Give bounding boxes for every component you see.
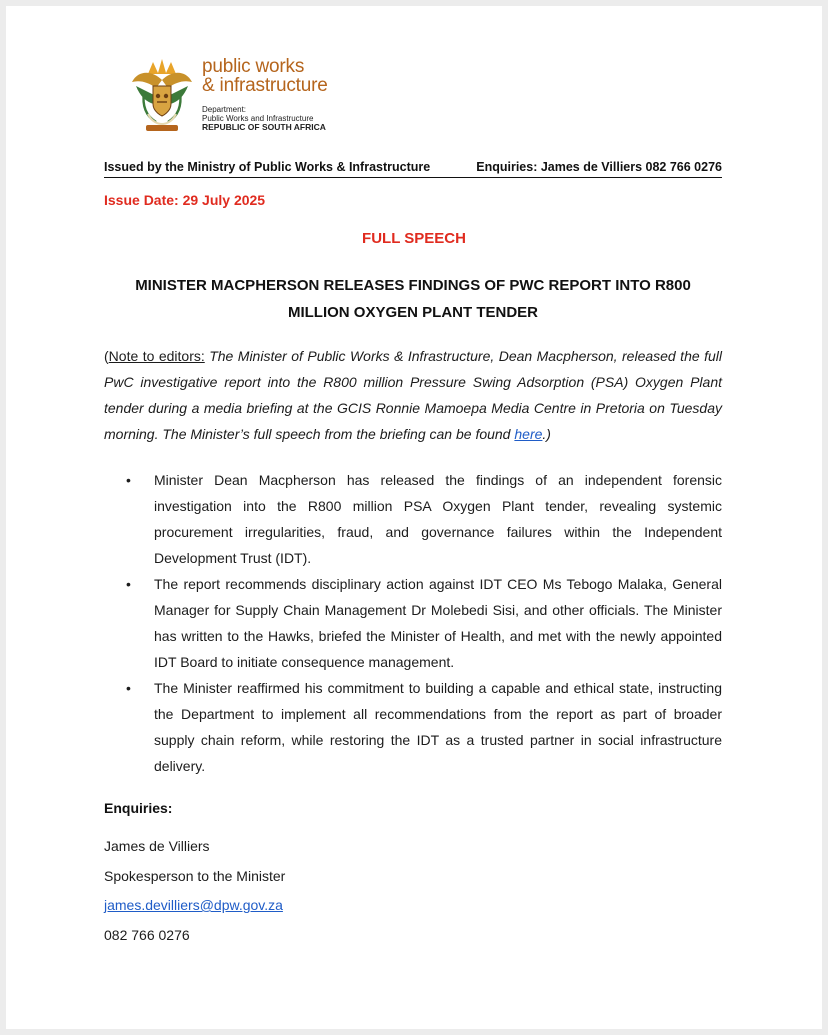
document-page xyxy=(6,6,822,1029)
logo-sub-line1: Department: xyxy=(202,105,247,114)
issued-bar xyxy=(104,160,722,178)
enquiries-heading: Enquiries: xyxy=(104,800,173,816)
contact-phone: 082 766 0276 xyxy=(104,927,190,943)
bullet-item xyxy=(104,467,722,571)
editor-note xyxy=(104,343,722,447)
coat-of-arms-icon xyxy=(126,56,198,134)
logo-title xyxy=(202,57,328,95)
bullet-dot-icon: • xyxy=(126,680,131,696)
logo-title-line2: & infrastructure xyxy=(202,75,328,96)
contact-email-link[interactable]: james.devilliers@dpw.gov.za xyxy=(104,897,283,913)
bullet-dot-icon: • xyxy=(126,576,131,592)
bullet-dot-icon: • xyxy=(126,472,131,488)
bullet-item xyxy=(104,571,722,675)
speech-link[interactable]: here xyxy=(514,426,543,442)
bullet-text: The report recommends disciplinary action against IDT CEO Ms Tebogo Malaka, General Manager for Supply Chain Management Dr Molebedi Sisi, and other officials. The Minister has written to the Hawks, briefed the Minister of Health, and met with the newly appointed IDT Board to initiate consequence management. xyxy=(154,576,722,670)
issued-by-text: Issued by the Ministry of Public Works & Infrastructure xyxy=(104,160,431,174)
note-open-paren: ( xyxy=(104,348,109,364)
document-label: FULL SPEECH xyxy=(362,230,466,247)
logo-sub-line3: REPUBLIC OF SOUTH AFRICA xyxy=(202,122,326,132)
note-label: Note to editors: xyxy=(108,348,205,364)
contact-name: James de Villiers xyxy=(104,838,210,854)
contact-role: Spokesperson to the Minister xyxy=(104,868,286,884)
bullet-item xyxy=(104,675,722,779)
bullet-text: Minister Dean Macpherson has released the findings of an independent forensic investigation into the R800 million PSA Oxygen Plant tender, revealing systemic procurement irregularities, fraud, and governance failures within the Independent Development Trust (IDT). xyxy=(154,472,722,566)
logo-subtitle xyxy=(202,106,326,132)
headline-line1: MINISTER MACPHERSON RELEASES FINDINGS OF PWC REPORT INTO R800 xyxy=(135,277,691,294)
note-text: The Minister of Public Works & Infrastructure, Dean Macpherson, released the full PwC investigative report into the R800 million Pressure Swing Adsorption (PSA) Oxygen Plant tender during a media briefing at the GCIS Ronnie Mamoepa Media Centre in Pretoria on Tuesday morning. The Minister’s full speech from the briefing can be found xyxy=(104,348,722,442)
note-close: .) xyxy=(542,426,551,442)
logo-sub-line2: Public Works and Infrastructure xyxy=(202,113,314,123)
enquiries-text: Enquiries: James de Villiers 082 766 0276 xyxy=(476,160,722,174)
department-logo xyxy=(126,56,366,136)
bullet-text: The Minister reaffirmed his commitment to building a capable and ethical state, instructing the Department to implement all recommendations from the report as part of broader supply chain reform, while restoring the IDT as a trusted partner in social infrastructure delivery. xyxy=(154,680,722,774)
headline xyxy=(104,272,722,326)
key-points-list xyxy=(104,467,722,779)
logo-title-line1: public works xyxy=(202,56,305,77)
issue-date: Issue Date: 29 July 2025 xyxy=(104,192,266,208)
headline-line2: MILLION OXYGEN PLANT TENDER xyxy=(287,304,538,321)
